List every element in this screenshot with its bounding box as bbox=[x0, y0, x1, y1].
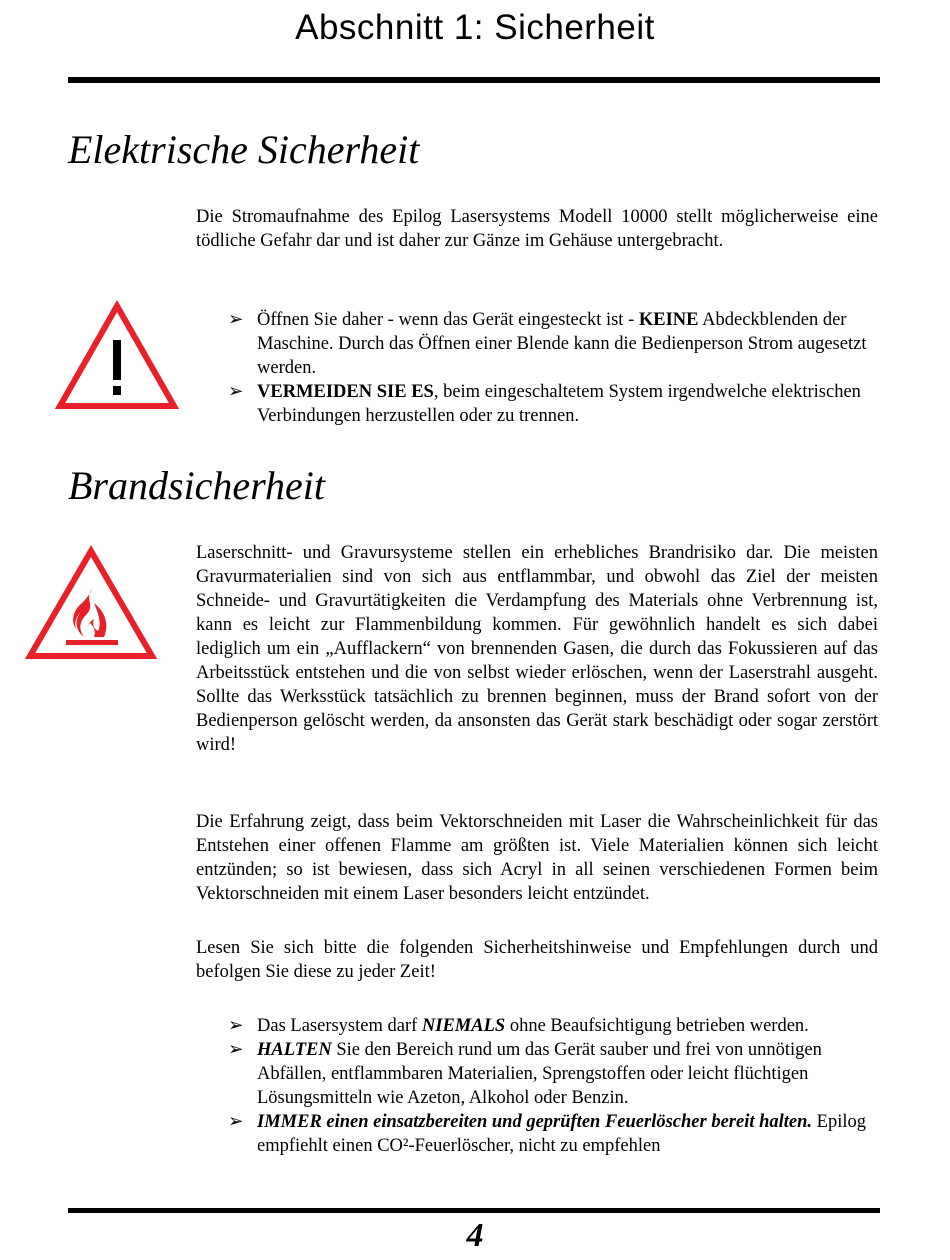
bullet-arrow-icon: ➢ bbox=[228, 382, 244, 402]
warning-triangle-icon bbox=[54, 300, 180, 412]
list-item: ➢ HALTEN Sie den Bereich rund um das Gerät sauber und frei von unnötigen Abfällen, entflammbaren Materialien, Sprengstoffen oder leicht flüchtigen Lösungsmitteln wie Azeton, Alkohol oder Benzin. bbox=[228, 1040, 822, 1108]
fire-paragraph-1: Laserschnitt- und Gravursysteme stellen ein erhebliches Brandrisiko dar. Die meisten Gravurmaterialien sind von sich aus entflammbar, und obwohl das Ziel der meisten Schneide- und Gravurtätigkeiten die Verdampfung des Materials ohne Verbrennung ist, kann es leicht zur Flammenbildung kommen. Für gewöhnlich handelt es sich dabei lediglich um ein „Aufflackern“ von brennenden Gasen, die durch das Fokussieren auf das Arbeitsstück entstehen und die von selbst wieder erlöschen, wenn der Laserstrahl ausgeht. Sollte das Werksstück tatsächlich zu brennen beginnen, muss der Brand sofort von der Bedienperson gelöscht werden, da ansonsten das Gerät stark beschädigt oder sogar zerstört wird! bbox=[196, 543, 878, 755]
footer-rule bbox=[68, 1208, 880, 1213]
bullet-arrow-icon: ➢ bbox=[228, 1016, 244, 1036]
fire-bullet-list bbox=[228, 1014, 888, 1158]
list-item: ➢ Das Lasersystem darf NIEMALS ohne Beaufsichtigung betrieben werden. bbox=[228, 1016, 809, 1036]
list-item: ➢ IMMER einen einsatzbereiten und geprüften Feuerlöscher bereit halten. Epilog empfiehlt einen CO²-Feuerlöscher, nicht zu empfehlen bbox=[228, 1112, 867, 1156]
bullet-arrow-icon: ➢ bbox=[228, 1040, 244, 1060]
electrical-bullet-list bbox=[228, 308, 888, 428]
bullet-arrow-icon: ➢ bbox=[228, 310, 244, 330]
fire-paragraph-3: Lesen Sie sich bitte die folgenden Sicherheitshinweise und Empfehlungen durch und befolgen Sie diese zu jeder Zeit! bbox=[196, 938, 878, 982]
list-item: ➢ VERMEIDEN SIE ES, beim eingeschaltetem System irgendwelche elektrischen Verbindungen herzustellen oder zu trennen. bbox=[228, 382, 861, 426]
bullet-arrow-icon: ➢ bbox=[228, 1112, 244, 1132]
header-rule bbox=[68, 77, 880, 83]
page-header-title: Abschnitt 1: Sicherheit bbox=[295, 8, 655, 47]
fire-hazard-icon bbox=[24, 545, 158, 663]
fire-paragraph-2: Die Erfahrung zeigt, dass beim Vektorschneiden mit Laser die Wahrscheinlichkeit für das Entstehen einer offenen Flamme am größten ist. Viele Materialien können sich leicht entzünden; so ist bewiesen, dass sich Acryl in all seinen verschiedenen Formen beim Vektorschneiden mit einem Laser besonders leicht entzündet. bbox=[196, 812, 878, 904]
list-item: ➢ Öffnen Sie daher - wenn das Gerät eingesteckt ist - KEINE Abdeckblenden der Maschine. Durch das Öffnen einer Blende kann die Bedienperson Strom augesetzt werden. bbox=[228, 310, 867, 378]
section-title-fire: Brandsicherheit bbox=[68, 463, 326, 508]
section-title-electrical: Elektrische Sicherheit bbox=[68, 127, 420, 172]
electrical-intro: Die Stromaufnahme des Epilog Lasersystems Modell 10000 stellt möglicherweise eine tödliche Gefahr dar und ist daher zur Gänze im Gehäuse untergebracht. bbox=[196, 207, 878, 251]
page-number: 4 bbox=[466, 1217, 484, 1254]
